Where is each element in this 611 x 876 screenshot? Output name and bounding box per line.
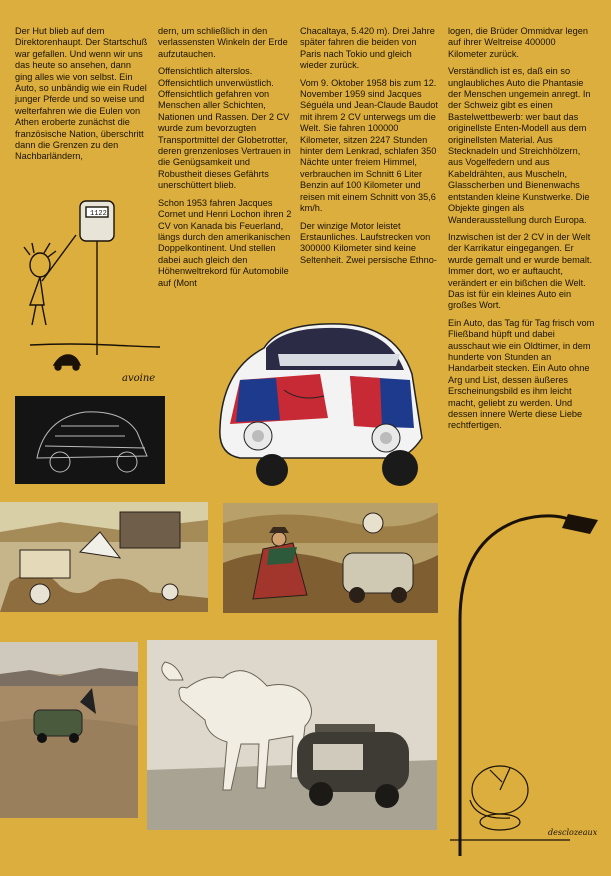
paragraph: Der Hut blieb auf dem Direktorenhaupt. Der Startschuß war gefallen. Und wenn wir uns das heute so ansehen, dann ging alles wie von selbst. Ein Auto, so unbändig wie ein Rudel junger Pferde und so weise und welterfahren wie die Eulen von Athen eroberte zunächst die französische Nation, überschritt dann die Grenzen zu den Nachbarländern, (15, 26, 148, 162)
text-column-1 (15, 26, 149, 169)
text-column-3 (300, 26, 438, 272)
lamp-post-cartoon (430, 500, 611, 860)
text-column-2 (158, 26, 292, 295)
glass-2cv-photo (15, 396, 165, 484)
paragraph: Verständlich ist es, daß ein so unglaubliches Auto die Phantasie der Menschen ungemein anregt. In der Schweiz gibt es einen Bastelwettbewerb: wer baut das originellste Enten-Modell aus dem originellsten Material. Aus Stecknadeln und Streichhölzern, aus Vogelfedern und aus Kabeldrähten, aus Muscheln, Glasscherben und Bienenwachs entstanden kleine Kunstwerke. Die Objekte gingen als Wanderausstellung durch Europa. (448, 66, 591, 225)
cartoonist-signature: desclozeaux (548, 828, 598, 837)
andean-illustration-right (223, 503, 438, 613)
paragraph: Inzwischen ist der 2 CV in der Welt der Karrikatur eingegangen. Er wurde gemalt und er wurde bemalt. Immer dort, wo er auftaucht, verändert er ein bißchen die Welt. Das ist für ein kleines Auto ein großes Wort. (448, 231, 593, 311)
text-column-4 (448, 26, 596, 438)
cartoonist-signature: avoine (122, 373, 156, 384)
paragraph: Schon 1953 fahren Jacques Cornet und Henri Lochon ihren 2 CV von Kanada bis Feuerland, längs durch den amerikanischen Doppelkontinent. Und stellen dabei auch gleich den Höhenweltrekord für Automobile auf (Mont (158, 197, 292, 288)
camel-and-2cv-photo (147, 640, 437, 830)
2cv-flag-livery-photo (200, 318, 430, 488)
desert-2cv-photo (0, 642, 138, 818)
paragraph: dern, um schließlich in den verlassensten Winkeln der Erde aufzutauchen. (158, 26, 288, 59)
paragraph: Chacaltaya, 5.420 m). Drei Jahre später fahren die beiden von Paris nach Tokio und gleich wieder zurück. (300, 26, 435, 71)
desert-illustration-left (0, 502, 208, 612)
paragraph: Ein Auto, das Tag für Tag frisch vom Fließband hüpft und dabei ausschaut wie ein Oldtimer, in dem hunderte von Stunden an Handarbeit stecken. Ein Auto ohne Arg und List, dessen äußeres Erscheinungsbild es ihm leicht macht, geliebt zu werden. Und dessen innere Werte diese Liebe rechtfertigen. (448, 317, 595, 431)
parking-meter-cartoon (10, 195, 170, 390)
paragraph: Der winzige Motor leistet Erstaunliches. Laufstrecken von 300000 Kilometer sind keine Seltenheit. Zwei persische Ethno- (300, 220, 437, 265)
parking-meter-number: 1122 (90, 210, 107, 218)
paragraph: Offensichtlich alterslos. Offensichtlich unverwüstlich. Offensichtlich gefahren von Menschen aller Schichten, Nationen und Rassen. Der 2 CV wurde zum bevorzugten Transportmittel der Globetrotter, deren grenzenloses Vertrauen in die Genügsamkeit und Robustheit dieses Gefährts unerschüttert blieb. (158, 66, 291, 191)
paragraph: Vom 9. Oktober 1958 bis zum 12. November 1959 sind Jacques Séguéla und Jean-Claude Baudot mit ihrem 2 CV unterwegs um die Welt. Sie fahren 100000 Kilometer, sitzen 2247 Stunden hinter dem Lenkrad, schlafen 350 Nächte unter freiem Himmel, verbrauchen im Schnitt 6 Liter Benzin auf 100 Kilometer und reisen mit einem Schnitt von 35,6 km/h. (300, 77, 438, 214)
paragraph: logen, die Brüder Ommidvar legen auf ihrer Weltreise 400000 Kilometer zurück. (448, 26, 588, 59)
